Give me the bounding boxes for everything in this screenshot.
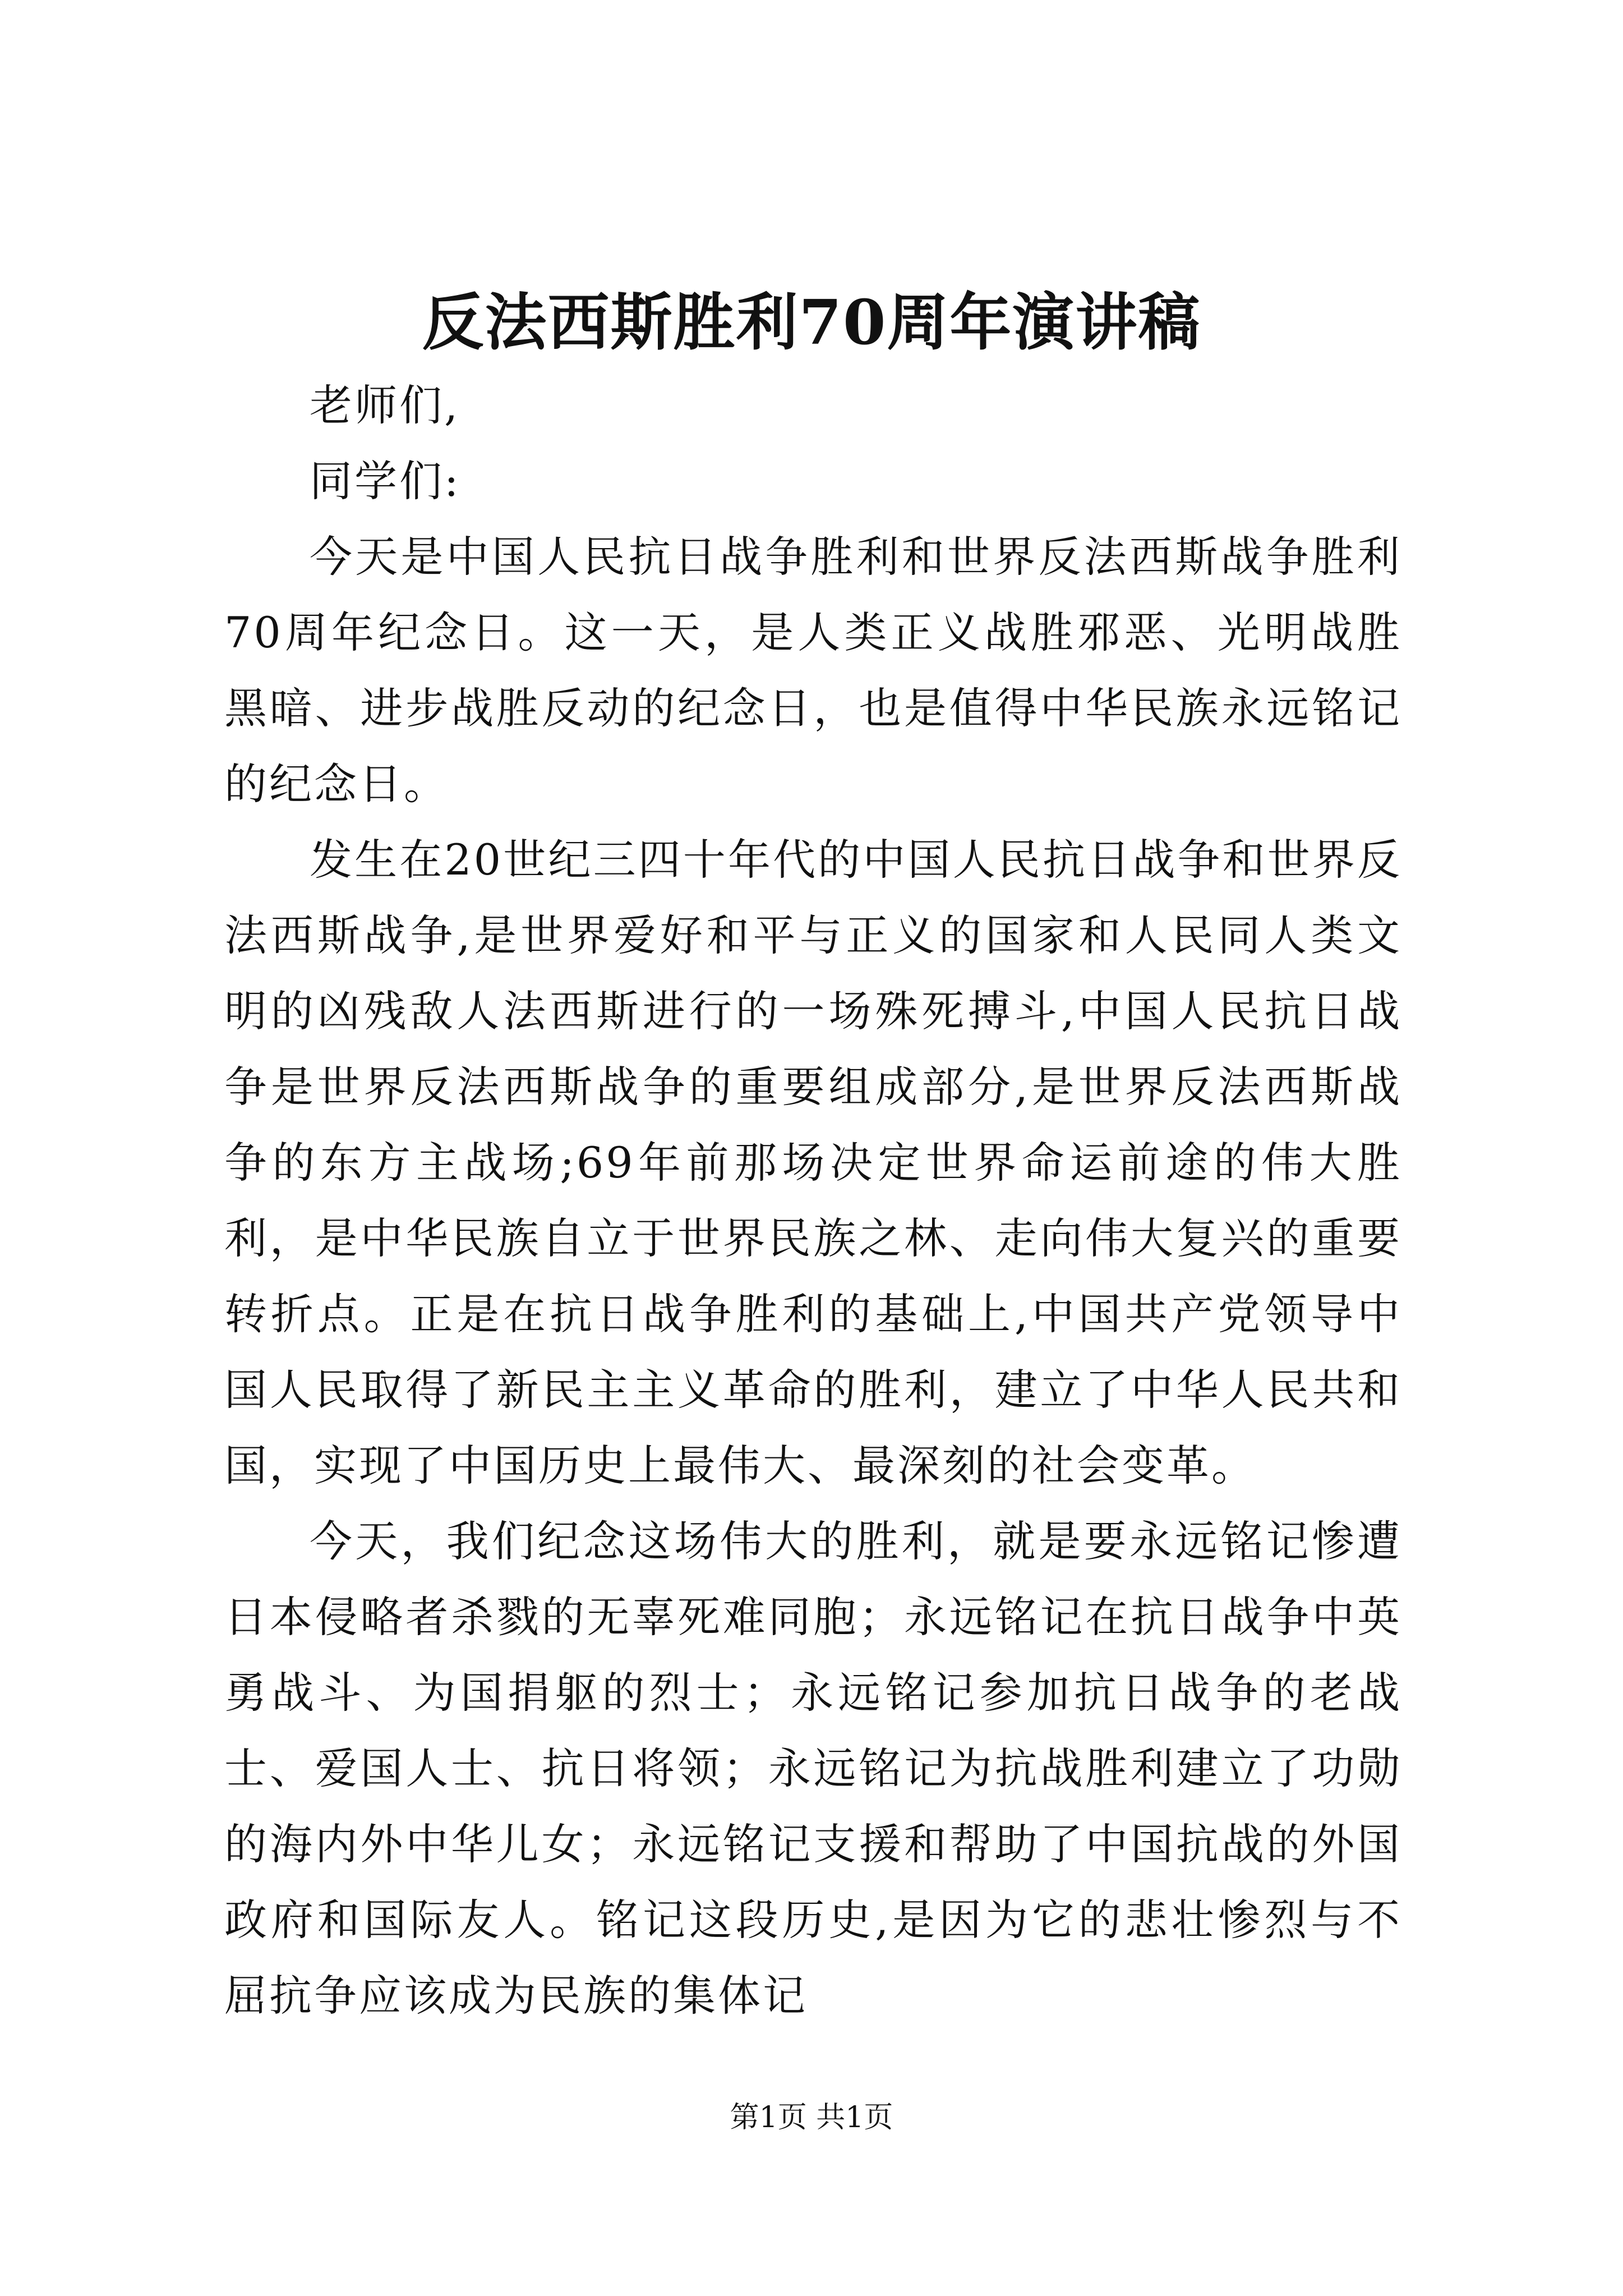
document-body (224, 367, 1402, 2033)
document-title: 反法西斯胜利70周年演讲稿 (422, 286, 1201, 358)
page-footer: 第1页 共1页 (730, 2101, 893, 2134)
body-paragraph: 今天是中国人民抗日战争胜利和世界反法西斯战争胜利70周年纪念日。这一天，是人类正义战胜邪恶、光明战胜黑暗、进步战胜反动的纪念日，也是值得中华民族永远铭记的纪念日。 (224, 532, 1402, 809)
body-paragraph: 今天，我们纪念这场伟大的胜利，就是要永远铭记惨遭日本侵略者杀戮的无辜死难同胞；永远铭记在抗日战争中英勇战斗、为国捐躯的烈士；永远铭记参加抗日战争的老战士、爱国人士、抗日将领；永远铭记为抗战胜利建立了功勋的海内外中华儿女；永远铭记支援和帮助了中国抗战的外国政府和国际友人。铭记这段历史,是因为它的悲壮惨烈与不屈抗争应该成为民族的集体记 (224, 1516, 1402, 2021)
salutation-students: 同学们: (310, 456, 461, 506)
body-paragraph: 发生在20世纪三四十年代的中国人民抗日战争和世界反法西斯战争,是世界爱好和平与正义的国家和人民同人类文明的凶残敌人法西斯进行的一场殊死搏斗,中国人民抗日战争是世界反法西斯战争的重要组成部分,是世界反法西斯战争的东方主战场;69年前那场决定世界命运前途的伟大胜利，是中华民族自立于世界民族之林、走向伟大复兴的重要转折点。正是在抗日战争胜利的基础上,中国共产党领导中国人民取得了新民主主义革命的胜利，建立了中华人民共和国，实现了中国历史上最伟大、最深刻的社会变革。 (224, 835, 1402, 1490)
salutation-teachers: 老师们, (310, 380, 460, 430)
